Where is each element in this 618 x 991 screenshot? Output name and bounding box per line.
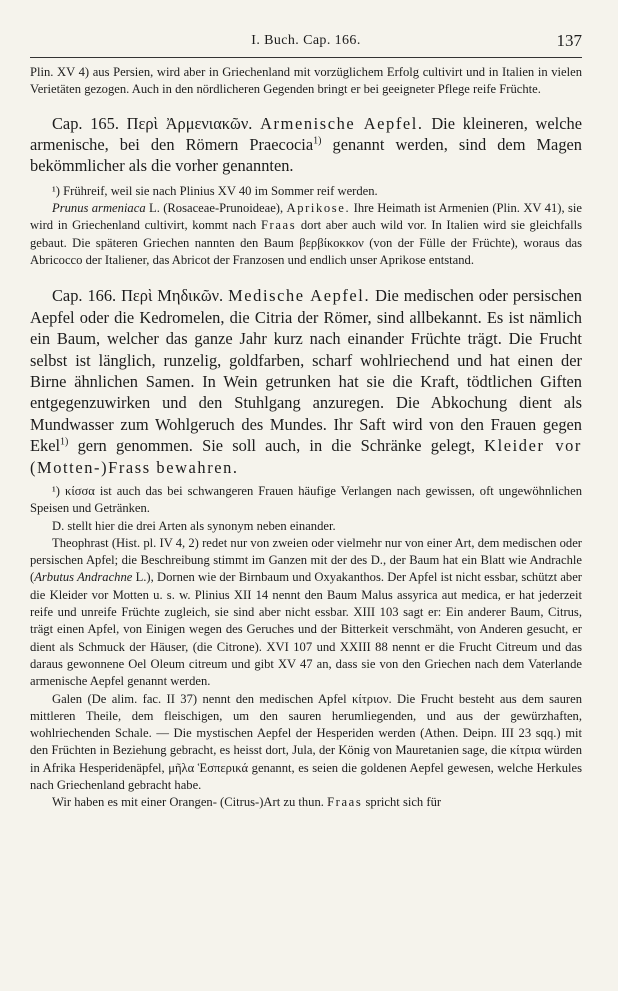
page-header <box>30 0 582 52</box>
cap166-title: Medische Aepfel. <box>228 286 371 306</box>
footnote-text: Frühreif, weil sie nach Plinius XV 40 im Sommer reif werden. <box>63 183 378 198</box>
last-line-text-b: spricht sich für <box>365 795 442 810</box>
intro-paragraph: Plin. XV 4) aus Persien, wird aber in Griechenland mit vorzüglichem Erfolg cultivirt und in Italien in vielen Verietäten gezogen. Auch in den nördlicheren Gegenden bringt er bei geeigneter Pflege reife Früchte. <box>30 65 582 97</box>
commentary-last-line <box>30 794 582 811</box>
running-title: I. Buch. Cap. 166. <box>251 33 361 48</box>
author-name: Fraas <box>327 795 363 810</box>
page-number: 137 <box>556 31 582 50</box>
cap165-footnote <box>30 183 582 200</box>
footnote-mark: 1) <box>313 135 322 147</box>
theophrast-text-a: Theophrast (Hist. pl. IV 4, 2) redet nur von zweien oder vielmehr nur von einer Art, dem medischen oder persischen Apfel; die Beschreibung stimmt im Ganzen mit der des D., der Baum hat ein Blatt wie Andrachle ( <box>30 535 582 585</box>
theophrast-text-b: L.), Dornen wie der Birnbaum und Oxyakanthos. Der Apfel ist nicht essbar, schützt aber die Kleider vor Motten u. s. w. Plinius XII 14 nennt den Baum Malus assyrica aut medica, er hat jederzeit reife und unreife Früchte zugleich, sie sind aber nicht essbar. XIII 103 sagt er: Ein anderer Baum, Citrus, trägt einen Apfel, von Einigen wegen des Geruches und der Bitterkeit verschmäht, von Anderen gesucht, er dient als Schmuck der Häuser, (die Citrone). XVI 107 und XXIII 88 nennt er die Frucht Citreum und das daraus gewonnene Oel Oleum citreum und gibt XV 47 an, dass sie von den Griechen nach dem Vaterlande armenische Aepfel genannt werden. <box>30 570 582 689</box>
cap166-text-spaced: Kleider vor (Motten-)Frass bewahren. <box>30 436 582 477</box>
cap166-text-b: gern genommen. Sie soll auch, in die Schränke gelegt, <box>77 436 475 456</box>
footnote-text: κίσσα ist auch das bei schwangeren Frauen häufige Verlangen nach gewissen, oft ungewöhnlichen Speisen und Getränken. <box>30 483 582 516</box>
last-line-text-a: Wir haben es mit einer Orangen- (Citrus-)Art zu thun. <box>52 795 324 810</box>
cap165-title: Armenische Aepfel. <box>260 113 424 133</box>
cap166-paragraph <box>30 285 582 478</box>
book-page <box>30 0 583 810</box>
cap165-commentary <box>30 200 582 269</box>
commentary-theophrast <box>30 535 582 691</box>
common-name: Aprikose. <box>286 201 351 216</box>
footnote-mark: ¹) <box>52 483 60 498</box>
species-author: L. (Rosaceae-Prunoideae), <box>149 201 284 216</box>
cap165-text-a: Die kleineren, welche armenische, bei den Römern Praecocia <box>30 113 582 154</box>
commentary-text-a: Ihre Heimath ist Armenien (Plin. XV 41), sie wird in Griechenland cultivirt, kommt nach <box>30 201 582 233</box>
commentary-text-b: dort aber auch wild vor. In Italien wird sie gleichfalls gebaut. Die späteren Griechen nannten den Baum βερβίκοκκον (von der Fülle der Früchte), woraus das Abricocco der Italiener, das Abricot der Franzosen und endlich unser Aprikose entstand. <box>30 218 582 267</box>
cap165-paragraph <box>30 113 582 177</box>
header-rule <box>30 57 582 58</box>
cap165-heading: Cap. 165. Περὶ Ἀρμενιακῶν. <box>52 113 253 133</box>
footnote-mark: ¹) <box>52 183 60 198</box>
footnote-mark: 1) <box>60 436 69 448</box>
commentary-d-line: D. stellt hier die drei Arten als synonym neben einander. <box>52 518 336 533</box>
cap166-heading: Cap. 166. Περὶ Μηδικῶν. <box>52 286 224 306</box>
cap166-footnote <box>30 483 582 518</box>
page-content <box>30 64 582 812</box>
species-name: Prunus armeniaca <box>52 201 146 216</box>
species-name: Arbutus Andrachne <box>34 570 133 585</box>
commentary-galen: Galen (De alim. fac. II 37) nennt den medischen Apfel κίτριον. Die Frucht besteht aus dem sauren mittleren Theile, dem fleischigen, um den sauren herumliegenden, und aus der gewürzhaften, wohlriechenden Schale. — Die mystischen Aepfel der Hesperiden werden (Athen. Deipn. III 23 sqq.) mit den Früchten in Beziehung gebracht, es heisst dort, Jula, der König von Mauretanien sage, die κίτρια würden in Afrika Hesperidenäpfel, μῆλα Ἑσπερικά genannt, es seien die goldenen Aepfel gewesen, welche Herkules nach Griechenland gebracht habe. <box>30 691 582 792</box>
cap165-text-b: genannt werden, sind dem Magen bekömmlicher als die vorher genannten. <box>30 135 583 176</box>
cap166-text-a: Die medischen oder persischen Aepfel oder die Kedromelen, die Citria der Römer, sind allbekannt. Es ist nämlich ein Baum, welcher das ganze Jahr kurz nach einander Früchte trägt. Die Frucht selbst ist länglich, runzelig, goldfarben, scharf wohlriechend und hat einen der Birne ähnlichen Samen. In Wein getrunken hat sie die Kraft, tödtlichen Giften entgegenzuwirken und den Stuhlgang anzuregen. Die Abkochung dient als Mundwasser zum Wohlgeruch des Mundes. Ihr Saft wird von den Frauen gegen Ekel <box>30 286 583 456</box>
author-name: Fraas <box>260 218 297 233</box>
